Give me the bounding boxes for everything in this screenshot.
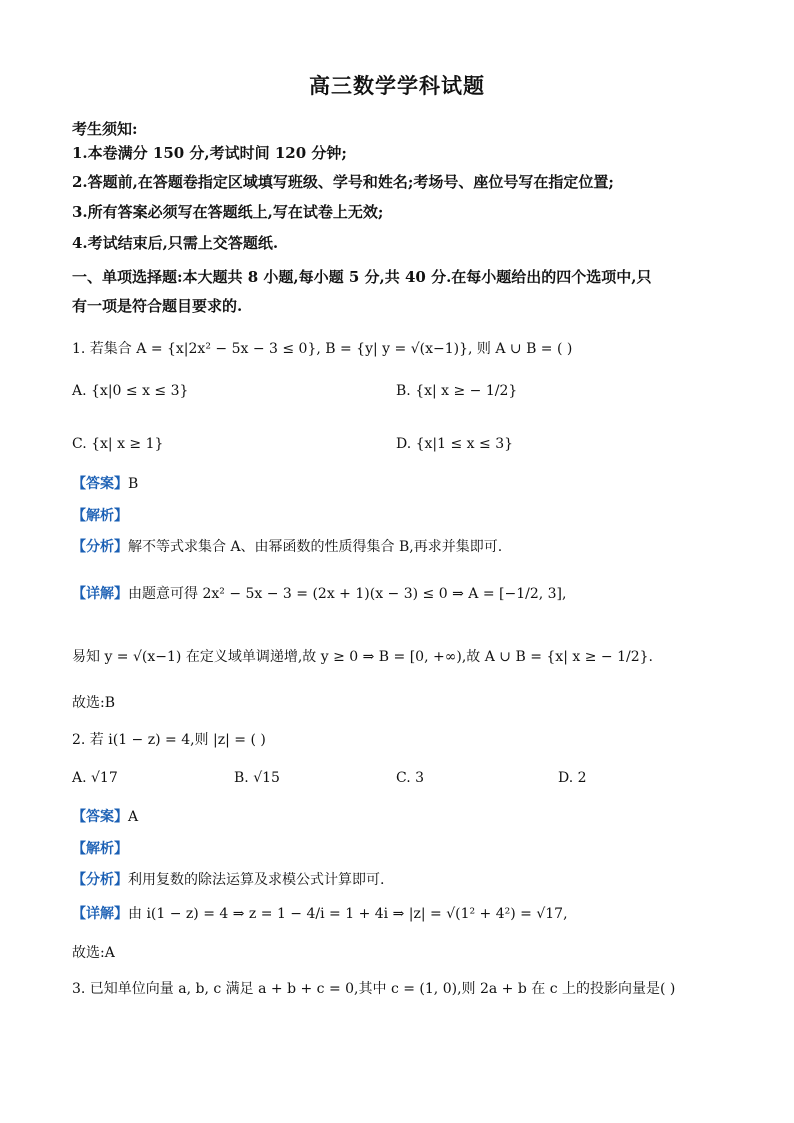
q2-xiangjie-tag: 【详解】 bbox=[72, 906, 128, 922]
q1-conclusion: 故选:B bbox=[72, 695, 116, 711]
q1-fenxi-row bbox=[72, 536, 502, 556]
q1-xiangjie-tag: 【详解】 bbox=[72, 586, 128, 602]
q2-option-c: C. 3 bbox=[396, 770, 425, 786]
q1-answer-row bbox=[72, 473, 138, 493]
section-heading-line1: 一、单项选择题:本大题共 8 小题,每小题 5 分,共 40 分.在每小题给出的四个选项中,只 bbox=[72, 268, 652, 286]
q1-detail-line2: 易知 y = √(x−1) 在定义域单调递增,故 y ≥ 0 ⇒ B = [0, +∞),故 A ∪ B = {x| x ≥ − 1/2}. bbox=[72, 649, 653, 665]
q2-stem: 2. 若 i(1 − z) = 4,则 |z| = ( ) bbox=[72, 732, 266, 748]
q1-option-a: A. {x|0 ≤ x ≤ 3} bbox=[72, 383, 189, 399]
q1-answer: B bbox=[128, 476, 139, 492]
notice-heading: 考生须知: bbox=[72, 120, 138, 138]
q2-option-b: B. √15 bbox=[234, 770, 280, 786]
q1-fenxi: 解不等式求集合 A、由幂函数的性质得集合 B,再求并集即可. bbox=[128, 539, 503, 555]
q2-answer-row bbox=[72, 806, 138, 826]
q1-stem: 1. 若集合 A = {x|2x² − 5x − 3 ≤ 0}, B = {y| y = √(x−1)}, 则 A ∪ B = ( ) bbox=[72, 341, 573, 357]
q1-option-b: B. {x| x ≥ − 1/2} bbox=[396, 383, 518, 399]
q2-conclusion: 故选:A bbox=[72, 945, 115, 961]
q2-fenxi: 利用复数的除法运算及求模公式计算即可. bbox=[128, 872, 385, 888]
q2-xiangjie-row bbox=[72, 903, 568, 923]
q2-answer: A bbox=[128, 809, 139, 825]
q2-fenxi-tag: 【分析】 bbox=[72, 872, 128, 888]
q3-stem: 3. 已知单位向量 a, b, c 满足 a + b + c = 0,其中 c = (1, 0),则 2a + b 在 c 上的投影向量是( ) bbox=[72, 981, 676, 997]
q1-xiangjie: 由题意可得 2x² − 5x − 3 = (2x + 1)(x − 3) ≤ 0 ⇒ A = [−1/2, 3], bbox=[128, 586, 567, 602]
q2-fenxi-row bbox=[72, 869, 384, 889]
notice-item-4: 4.考试结束后,只需上交答题纸. bbox=[72, 234, 279, 252]
q2-option-d: D. 2 bbox=[558, 770, 587, 786]
q1-analysis-tag: 【解析】 bbox=[72, 508, 128, 524]
q1-xiangjie-row bbox=[72, 583, 566, 603]
q1-answer-tag: 【答案】 bbox=[72, 476, 128, 492]
notice-item-3: 3.所有答案必须写在答题纸上,写在试卷上无效; bbox=[72, 203, 384, 221]
q1-option-d: D. {x|1 ≤ x ≤ 3} bbox=[396, 436, 514, 452]
page-title: 高三数学学科试题 bbox=[309, 73, 485, 98]
q2-analysis-tag: 【解析】 bbox=[72, 841, 128, 857]
notice-item-2: 2.答题前,在答题卷指定区域填写班级、学号和姓名;考场号、座位号写在指定位置; bbox=[72, 173, 614, 191]
notice-item-1: 1.本卷满分 150 分,考试时间 120 分钟; bbox=[72, 144, 347, 162]
q2-option-a: A. √17 bbox=[72, 770, 118, 786]
q1-fenxi-tag: 【分析】 bbox=[72, 539, 128, 555]
q2-xiangjie: 由 i(1 − z) = 4 ⇒ z = 1 − 4/i = 1 + 4i ⇒ |z| = √(1² + 4²) = √17, bbox=[128, 906, 568, 922]
q2-answer-tag: 【答案】 bbox=[72, 809, 128, 825]
q1-option-c: C. {x| x ≥ 1} bbox=[72, 436, 164, 452]
section-heading-line2: 有一项是符合题目要求的. bbox=[72, 297, 243, 315]
